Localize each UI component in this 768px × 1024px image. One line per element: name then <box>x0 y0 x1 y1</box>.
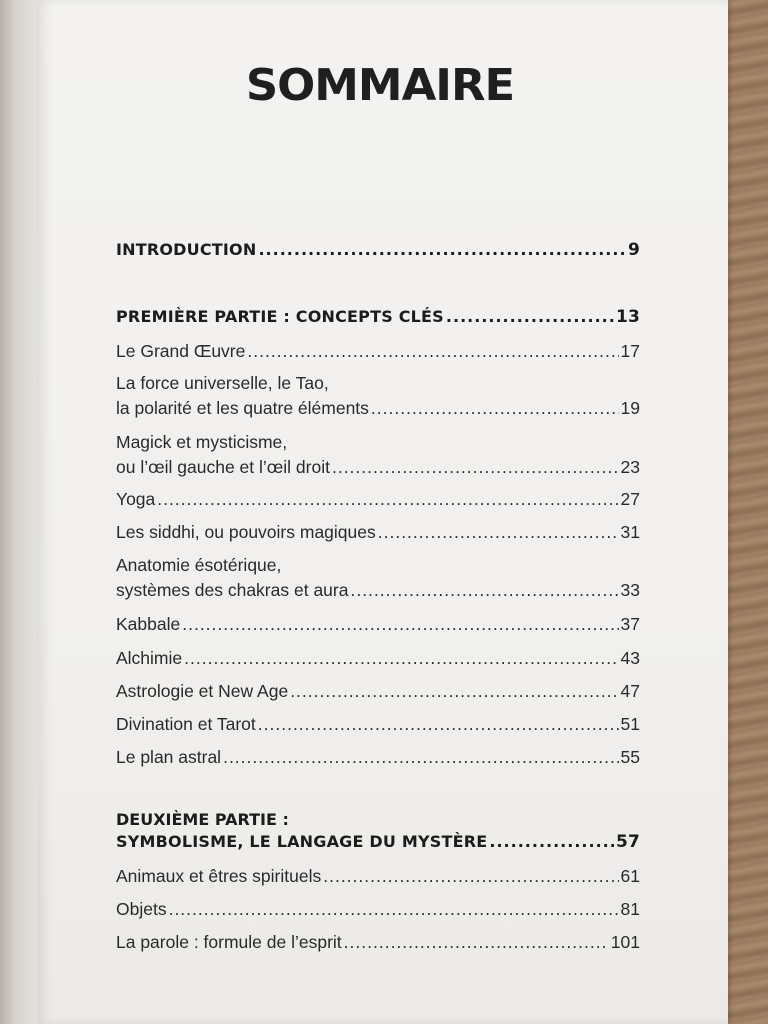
previous-page-edge <box>0 0 39 1024</box>
toc-entry-page: 47 <box>620 681 640 701</box>
dot-leader <box>169 899 619 920</box>
toc-entry-page: 61 <box>620 866 640 886</box>
dot-leader <box>446 307 614 326</box>
toc-introduction <box>116 240 640 260</box>
toc-entry <box>116 714 640 735</box>
toc-entry <box>116 932 640 953</box>
toc-entry-label: ou l’œil gauche et l’œil droit <box>116 457 330 477</box>
toc-entry-page: 51 <box>620 714 640 734</box>
toc-entry-label: Objets <box>116 899 167 919</box>
toc-entry <box>116 899 640 920</box>
toc-entry <box>116 580 640 601</box>
toc-entry <box>116 457 640 478</box>
dot-leader <box>223 747 618 768</box>
dot-leader <box>290 681 618 702</box>
dot-leader <box>489 832 614 851</box>
toc-entry-line1: La force universelle, le Tao, <box>116 373 329 393</box>
dot-leader <box>157 489 618 510</box>
toc-entry <box>116 681 640 702</box>
toc-introduction-page: 9 <box>627 240 640 260</box>
toc-entry <box>116 398 640 419</box>
toc-entry-label: Yoga <box>116 489 156 509</box>
dot-leader <box>258 240 626 259</box>
toc-entry-label: Le plan astral <box>116 747 222 767</box>
toc-part1-heading <box>116 307 640 327</box>
toc-introduction-label: INTRODUCTION <box>116 240 257 259</box>
dot-leader <box>332 457 619 478</box>
dot-leader <box>258 714 619 735</box>
toc-entry <box>116 866 640 887</box>
toc-entry-page: 55 <box>620 747 640 767</box>
dot-leader <box>344 932 609 953</box>
toc-entry-page: 19 <box>620 398 640 418</box>
toc-entry-line1: Anatomie ésotérique, <box>116 555 282 575</box>
toc-part1-page: 13 <box>615 307 640 327</box>
toc-entry-label: Astrologie et New Age <box>116 681 289 701</box>
toc-entry-label: systèmes des chakras et aura <box>116 580 349 600</box>
toc-part2-page: 57 <box>615 832 640 852</box>
toc-entry-page: 27 <box>620 489 640 509</box>
toc-entry-page: 37 <box>620 614 640 634</box>
toc-entry <box>116 522 640 543</box>
dot-leader <box>184 648 618 669</box>
toc-part1-label: PREMIÈRE PARTIE : CONCEPTS CLÉS <box>116 307 444 326</box>
toc-entry-label: Animaux et êtres spirituels <box>116 866 322 886</box>
toc-entry <box>116 614 640 635</box>
toc-entry-page: 17 <box>620 341 640 361</box>
toc-entry <box>116 489 640 510</box>
toc-entry <box>116 648 640 669</box>
dot-leader <box>247 341 618 362</box>
wooden-table-background <box>724 0 768 1024</box>
toc-entry-label: Les siddhi, ou pouvoirs magiques <box>116 522 376 542</box>
toc-entry <box>116 747 640 768</box>
toc-entry-label: la polarité et les quatre éléments <box>116 398 369 418</box>
toc-entry-label: Le Grand Œuvre <box>116 341 246 361</box>
toc-entry-label: La parole : formule de l’esprit <box>116 932 342 952</box>
toc-entry-page: 81 <box>620 899 640 919</box>
toc-entry-page: 23 <box>620 457 640 477</box>
toc-entry-label: Divination et Tarot <box>116 714 256 734</box>
toc-entry-page: 33 <box>620 580 640 600</box>
toc-part2-heading <box>116 832 640 852</box>
dot-leader <box>371 398 619 419</box>
page-title: SOMMAIRE <box>245 60 515 111</box>
toc-entry-page: 101 <box>610 932 640 952</box>
toc-entry <box>116 341 640 362</box>
dot-leader <box>182 614 618 635</box>
dot-leader <box>350 580 618 601</box>
dot-leader <box>378 522 619 543</box>
toc-part2-label: SYMBOLISME, LE LANGAGE DU MYSTÈRE <box>116 832 488 851</box>
toc-entry-label: Alchimie <box>116 648 183 668</box>
toc-entry-label: Kabbale <box>116 614 181 634</box>
dot-leader <box>323 866 618 887</box>
toc-entry-line1: Magick et mysticisme, <box>116 432 288 452</box>
toc-entry-page: 43 <box>620 648 640 668</box>
toc-part2-line1: DEUXIÈME PARTIE : <box>116 810 289 829</box>
toc-entry-page: 31 <box>620 522 640 542</box>
